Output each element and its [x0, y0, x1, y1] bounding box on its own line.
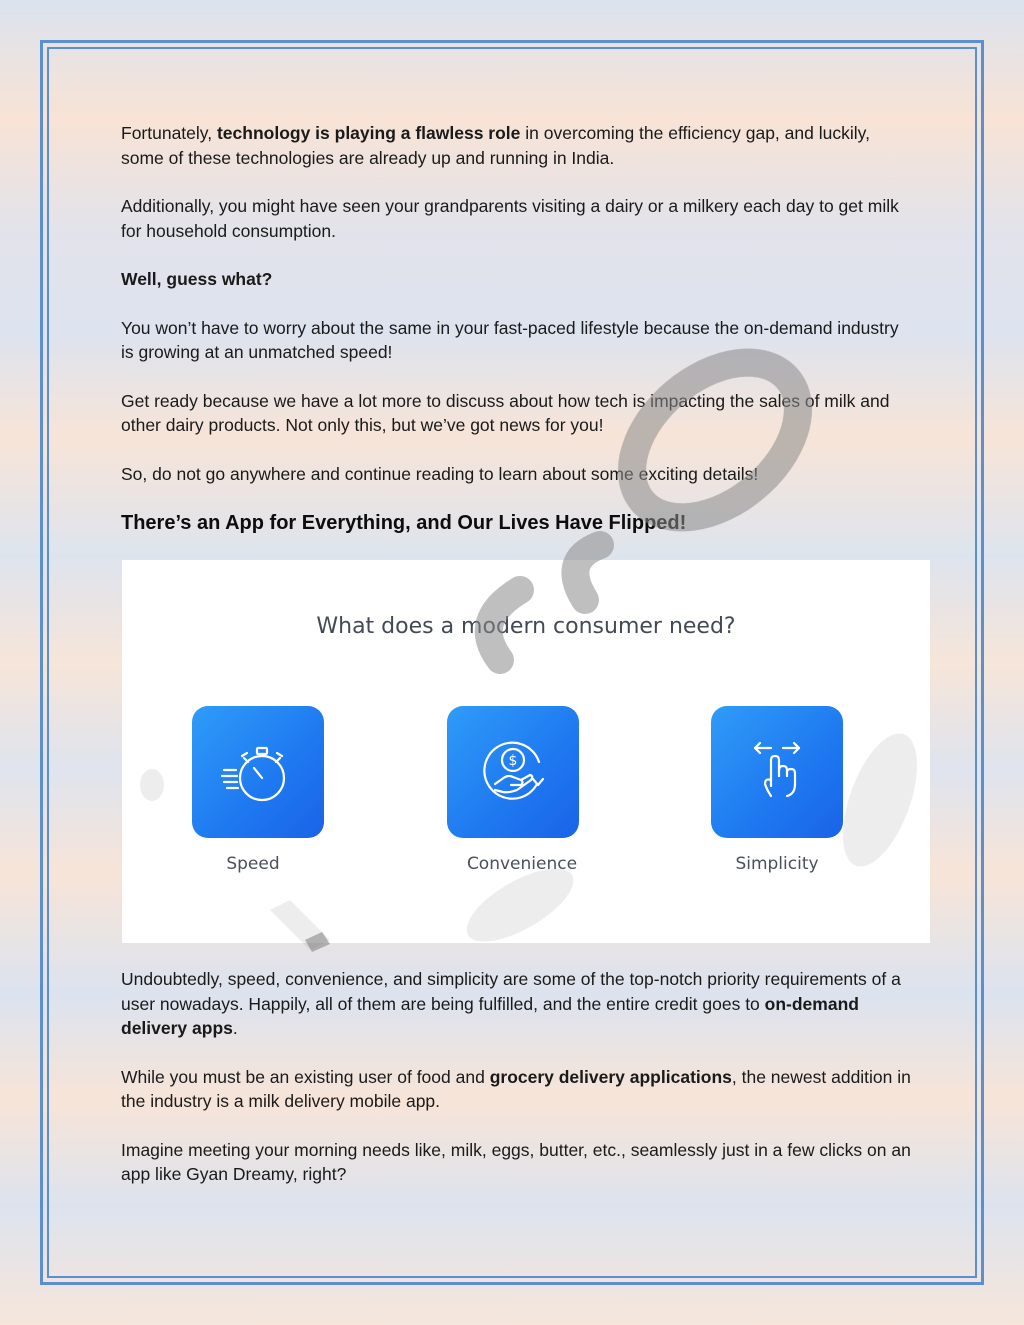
bold-phrase: technology is playing a flawless role: [216, 123, 521, 143]
paragraph-get-ready: Get ready because we have a lot more to discuss about how tech is impacting the sales of milk and other dairy products. Not only this, but we’ve got news for you!: [121, 390, 890, 435]
paragraph-text: .: [232, 1018, 238, 1038]
paragraph-on-demand: You won’t have to worry about the same in your fast-paced lifestyle because the on-demand industry is growing at an unmatched speed!: [121, 317, 899, 362]
paragraph-text: in overcoming the efficiency gap, and luckily, some of these technologies are already up and running in India.: [121, 123, 870, 168]
stopwatch-icon: [192, 706, 324, 838]
swipe-hand-icon: [711, 706, 843, 838]
convenience-label: Convenience: [466, 854, 578, 874]
paragraph-text: Undoubtedly, speed, convenience, and simplicity are some of the top-notch priority requirements of a user nowadays. Happily, all of them are being fulfilled, and the entire credit goes to: [121, 969, 901, 1014]
convenience-tile: [447, 706, 579, 838]
speed-tile: [192, 706, 324, 838]
paragraph-text: While you must be an existing user of food and: [121, 1066, 490, 1087]
svg-text:$: $: [508, 753, 518, 769]
paragraph-guess: [121, 267, 911, 292]
simplicity-label: Simplicity: [735, 854, 819, 874]
hand-coin-icon: [447, 706, 579, 838]
link-on-demand-delivery-apps[interactable]: on-demand delivery apps: [121, 993, 859, 1038]
consumer-needs-infographic: [122, 560, 930, 943]
link-grocery-delivery-applications[interactable]: grocery delivery applications: [489, 1066, 732, 1087]
paragraph-text: , the newest addition in the industry is a milk delivery mobile app.: [121, 1066, 911, 1111]
section-heading: There’s an App for Everything, and Our Lives Have Flipped!: [121, 512, 687, 534]
speed-label: Speed: [226, 854, 280, 874]
paragraph-grocery: [121, 1065, 911, 1114]
simplicity-tile: [711, 706, 843, 838]
paragraph-text: Fortunately,: [121, 123, 217, 143]
bold-phrase: Well, guess what?: [121, 269, 273, 289]
paragraph-continue-reading: So, do not go anywhere and continue reading to learn about some exciting details!: [121, 463, 759, 484]
paragraph-imagine: Imagine meeting your morning needs like, milk, eggs, butter, etc., seamlessly just in a few clicks on an app like Gyan Dreamy, right?: [121, 1139, 911, 1184]
paragraph-technology: [121, 121, 911, 170]
document-body: [121, 121, 911, 1211]
paragraph-undoubtedly: [121, 967, 911, 1041]
infographic-title: What does a modern consumer need?: [316, 614, 736, 639]
paragraph-grandparents: Additionally, you might have seen your grandparents visiting a dairy or a milkery each day to get milk for household consumption.: [121, 196, 899, 241]
